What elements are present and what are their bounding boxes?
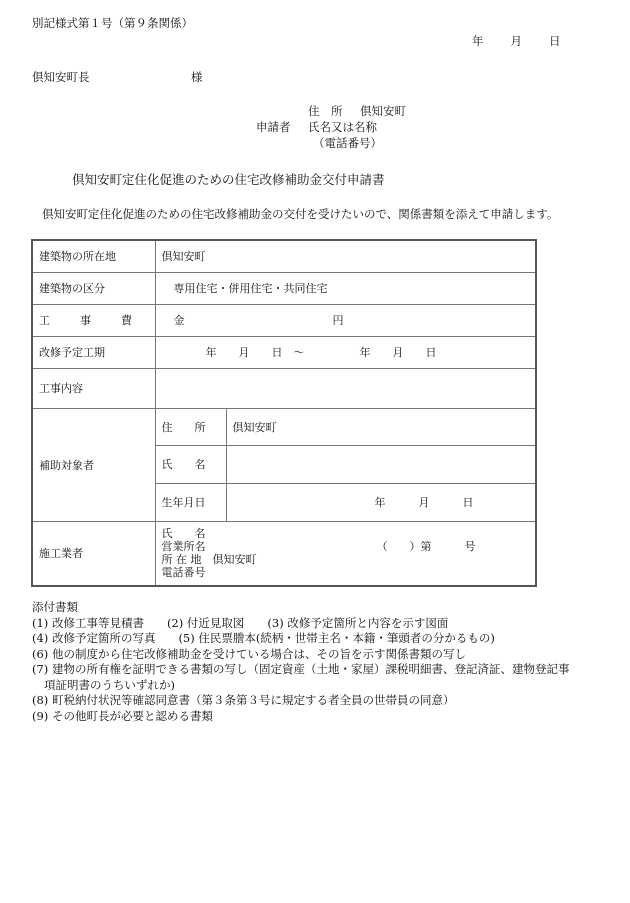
- attachments: [32, 600, 569, 724]
- row-contractor: [32, 521, 536, 586]
- contractor-label: 施工業者: [32, 521, 155, 586]
- applicant-address-label: 住 所: [308, 104, 343, 118]
- intro-text: 倶知安町定住化促進のための住宅改修補助金の交付を受けたいので、関係書類を添えて申請します。: [42, 207, 559, 221]
- document-title: 倶知安町定住化促進のための住宅改修補助金交付申請書: [72, 172, 385, 187]
- cost-label: [32, 304, 155, 336]
- attachment-item: (7) 建物の所有権を証明できる書類の写し（固定資産（土地・家屋）課税明細書、登記済証、建物登記事: [32, 662, 570, 676]
- target-name-field[interactable]: [226, 445, 536, 483]
- date-day: 日: [549, 34, 561, 48]
- cost-label-char: 費: [121, 314, 132, 327]
- contractor-phone-label: 電話番号: [161, 566, 206, 580]
- category-field[interactable]: 専用住宅・併用住宅・共同住宅: [155, 272, 536, 304]
- category-label: 建築物の区分: [32, 272, 155, 304]
- attachments-heading: 添付書類: [32, 600, 78, 614]
- date-month: 月: [510, 34, 522, 48]
- target-address-field[interactable]: 倶知安町: [226, 408, 536, 445]
- location-field[interactable]: 倶知安町: [155, 240, 536, 272]
- row-target-address: [32, 408, 536, 445]
- form-number: 別記様式第１号（第９条関係）: [32, 16, 193, 30]
- attachment-item: (1) 改修工事等見積書 (2) 付近見取図 (3) 改修予定箇所と内容を示す図面: [32, 615, 449, 630]
- contractor-office-line: [162, 540, 530, 553]
- attachment-item: (4) 改修予定箇所の写真 (5) 住民票謄本(続柄・世帯主名・本籍・筆頭者の分かるもの): [32, 631, 495, 645]
- application-date: [472, 34, 561, 48]
- cost-suffix: 円: [332, 314, 344, 327]
- row-period: [32, 336, 536, 368]
- cost-label-char: 事: [80, 314, 91, 327]
- addressee: [32, 70, 203, 84]
- applicant-address-value: 倶知安町: [360, 104, 406, 118]
- attachment-item: (8) 町税納付状況等確認同意書（第３条第３号に規定する者全員の世帯員の同意）: [32, 693, 455, 707]
- attachment-item: (9) その他町長が必要と認める書類: [32, 708, 213, 723]
- attachment-item: (6) 他の制度から住宅改修補助金を受けている場合は、その旨を示す関係書類の写し: [32, 646, 466, 661]
- cost-field[interactable]: [155, 304, 536, 336]
- row-location: [32, 240, 536, 272]
- applicant-name-label: 氏名又は名称: [308, 120, 377, 134]
- target-label: 補助対象者: [32, 408, 155, 521]
- target-birth-label: 生年月日: [155, 483, 226, 521]
- applicant-phone-label: （電話番号）: [313, 136, 382, 150]
- cost-prefix: 金: [173, 314, 185, 327]
- application-table: [31, 239, 537, 587]
- target-name-label: 氏 名: [155, 445, 226, 483]
- row-content: [32, 368, 536, 408]
- location-label: 建築物の所在地: [32, 240, 155, 272]
- period-field[interactable]: 年 月 日 ～ 年 月 日: [155, 336, 536, 368]
- contractor-field[interactable]: [155, 521, 536, 586]
- target-address-label: 住 所: [155, 408, 226, 445]
- attachment-item: 項証明書のうちいずれか): [44, 677, 175, 692]
- cost-label-char: 工: [39, 314, 50, 327]
- row-cost: [32, 304, 536, 336]
- contractor-license: （ ）第 号: [376, 540, 476, 554]
- row-category: [32, 272, 536, 304]
- addressee-name: 倶知安町長: [32, 70, 90, 84]
- period-label: 改修予定工期: [32, 336, 155, 368]
- addressee-honorific: 様: [191, 70, 203, 84]
- contractor-office-label: 営業所名: [161, 540, 206, 554]
- content-label: 工事内容: [32, 368, 155, 408]
- contractor-address: 所 在 地 倶知安町: [161, 553, 257, 567]
- applicant-label: 申請者: [256, 120, 291, 134]
- date-year: 年: [472, 34, 484, 48]
- contractor-name-label: 氏 名: [161, 527, 206, 541]
- content-field[interactable]: [155, 368, 536, 408]
- target-birth-field[interactable]: 年 月 日: [226, 483, 536, 521]
